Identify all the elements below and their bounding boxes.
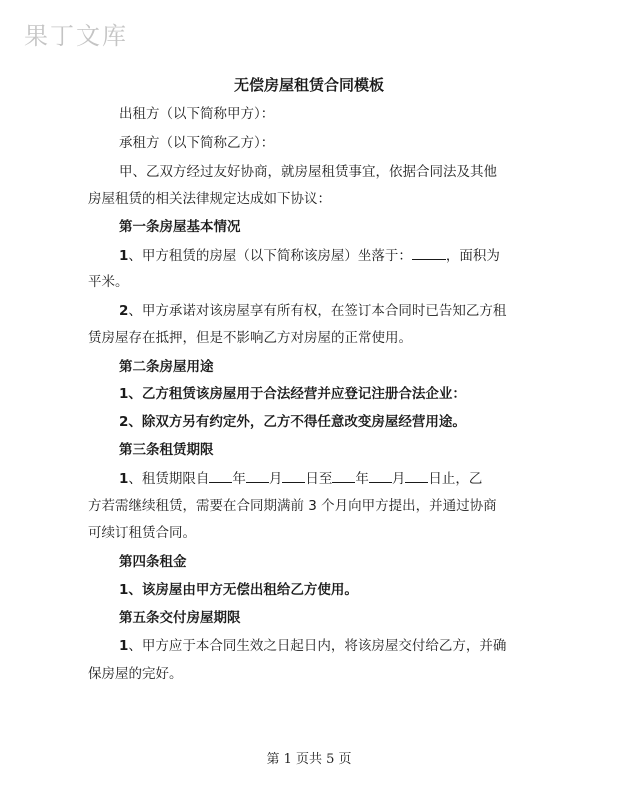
lessor-line: 出租方（以下简称甲方）： bbox=[119, 106, 275, 122]
article-4-heading: 第四条租金 bbox=[119, 554, 187, 570]
article-1-clause-1 bbox=[119, 246, 500, 265]
blank-year-2 bbox=[332, 469, 355, 483]
article-5-heading: 第五条交付房屋期限 bbox=[119, 610, 241, 626]
clause-text: ，面积为 bbox=[445, 248, 500, 264]
blank-month-2 bbox=[369, 469, 392, 483]
document-title: 无偿房屋租赁合同模板 bbox=[233, 76, 384, 94]
intro-line-2: 房屋租赁的相关法律规定达成如下协议： bbox=[88, 191, 331, 207]
intro-line-1: 甲、乙双方经过友好协商，就房屋租赁事宜，依据合同法及其他 bbox=[119, 164, 497, 180]
clause-text: 年 bbox=[232, 471, 246, 487]
clause-number: 1 bbox=[119, 248, 129, 264]
clause-text: 日止，乙 bbox=[428, 471, 483, 487]
clause-text: 月 bbox=[268, 471, 283, 487]
watermark-logo: 果丁文库 bbox=[24, 22, 128, 50]
article-3-clause-1-cont-2: 可续订租赁合同。 bbox=[88, 525, 196, 541]
article-5-clause-1 bbox=[119, 637, 506, 655]
article-1-clause-2 bbox=[119, 302, 506, 320]
clause-number: 1 bbox=[119, 471, 129, 487]
clause-text: 、租赁期限自 bbox=[128, 471, 210, 487]
article-5-clause-1-cont: 保房屋的完好。 bbox=[88, 666, 183, 682]
clause-text: 、甲方应于本合同生效之日起日内，将该房屋交付给乙方，并确 bbox=[128, 638, 507, 654]
clause-text: 日至 bbox=[305, 471, 333, 487]
clause-text: 年 bbox=[355, 471, 369, 487]
article-3-clause-1 bbox=[119, 469, 482, 488]
article-3-heading: 第三条租赁期限 bbox=[119, 442, 214, 458]
blank-field bbox=[412, 246, 446, 260]
article-1-clause-1-cont: 平米。 bbox=[88, 274, 129, 290]
article-2-clause-1: 1、乙方租赁该房屋用于合法经营并应登记注册合法企业： bbox=[119, 386, 466, 402]
article-1-heading: 第一条房屋基本情况 bbox=[119, 219, 241, 235]
clause-text: 、甲方租赁的房屋（以下简称该房屋）坐落于： bbox=[128, 248, 412, 264]
article-2-clause-2: 2、除双方另有约定外，乙方不得任意改变房屋经营用途。 bbox=[119, 414, 466, 430]
article-4-clause-1: 1、该房屋由甲方无偿出租给乙方使用。 bbox=[119, 582, 358, 598]
blank-year-1 bbox=[209, 469, 232, 483]
article-3-clause-1-cont-1: 方若需继续租赁，需要在合同期满前 3 个月向甲方提出，并通过协商 bbox=[88, 498, 497, 514]
page-number: 第 1 页共 5 页 bbox=[266, 752, 352, 767]
clause-text: 、甲方承诺对该房屋享有所有权，在签订本合同时已告知乙方租 bbox=[128, 303, 507, 319]
lessee-line: 承租方（以下简称乙方）： bbox=[119, 135, 275, 151]
blank-day-2 bbox=[405, 469, 428, 483]
clause-number: 1 bbox=[119, 638, 129, 654]
article-2-heading: 第二条房屋用途 bbox=[119, 359, 214, 375]
blank-month-1 bbox=[246, 469, 269, 483]
clause-text: 月 bbox=[391, 471, 406, 487]
blank-day-1 bbox=[282, 469, 305, 483]
clause-number: 2 bbox=[119, 303, 129, 319]
article-1-clause-2-cont: 赁房屋存在抵押，但是不影响乙方对房屋的正常使用。 bbox=[88, 330, 412, 346]
